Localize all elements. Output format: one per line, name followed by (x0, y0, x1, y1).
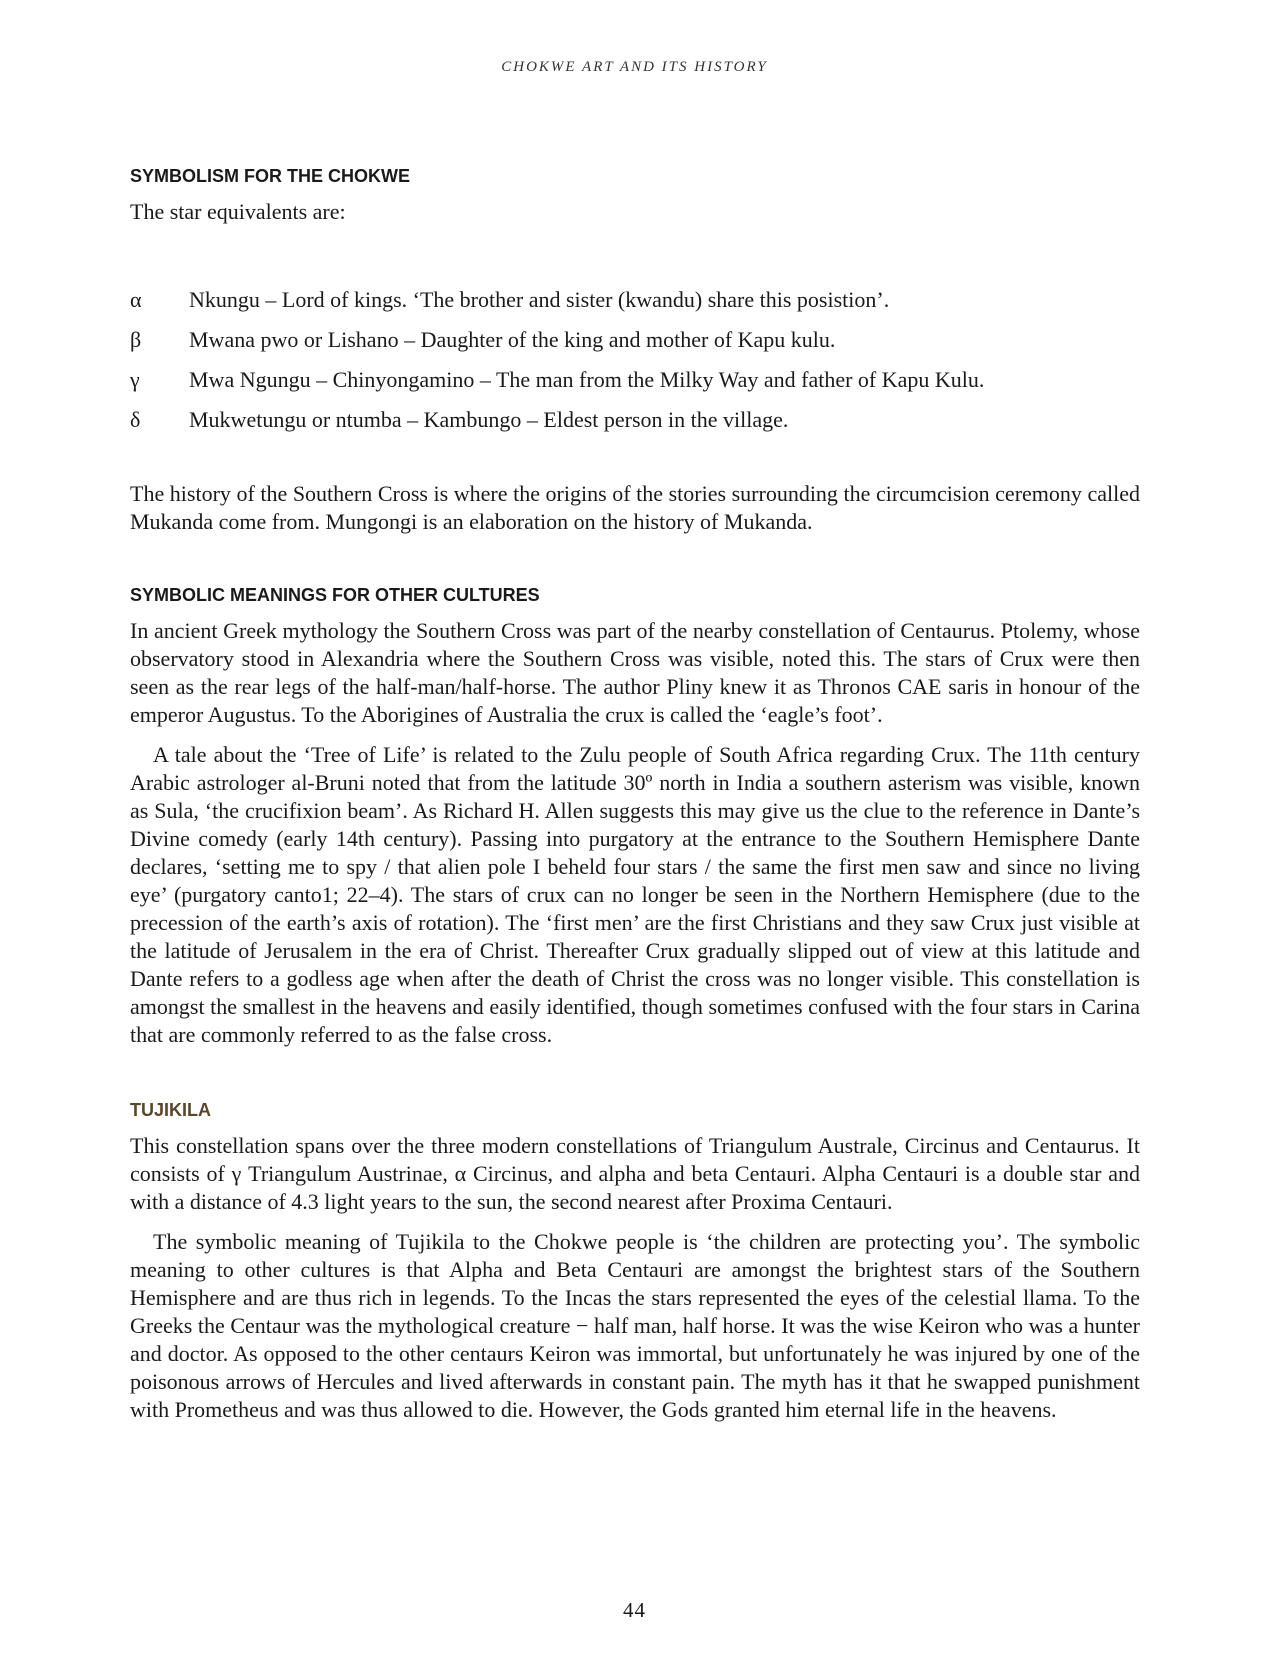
list-item-text: Mwa Ngungu – Chinyongamino – The man from the Milky Way and father of Kapu Kulu. (189, 367, 985, 392)
list-item-text: Nkungu – Lord of kings. ‘The brother and sister (kwandu) share this posistion’. (189, 287, 890, 312)
list-item-text: Mwana pwo or Lishano – Daughter of the king and mother of Kapu kulu. (189, 327, 836, 352)
section-heading-tujikila: TUJIKILA (130, 1100, 211, 1120)
star-equivalents-list (130, 280, 1140, 440)
body-paragraph: In ancient Greek mythology the Southern Cross was part of the nearby constellation of Centaurus. Ptolemy, whose observatory stood in Alexandria where the Southern Cross was visible, noted this. The stars of Crux were then seen as the rear legs of the half-man/half-horse. The author Pliny knew it as Thronos CAE saris in honour of the emperor Augustus. To the Aborigines of Australia the crux is called the ‘eagle’s foot’. (130, 618, 1140, 727)
body-paragraph: A tale about the ‘Tree of Life’ is related to the Zulu people of South Africa regarding Crux. The 11th century Arabic astrologer al-Bruni noted that from the latitude 30º north in India a southern asterism was visible, known as Sula, ‘the crucifixion beam’. As Richard H. Allen suggests this may give us the clue to the reference in Dante’s Divine comedy (early 14th century). Passing into purgatory at the entrance to the Southern Hemisphere Dante declares, ‘setting me to spy / that alien pole I beheld four stars / the same the first men saw and since no living eye’ (purgatory canto1; 22–4). The stars of crux can no longer be seen in the Northern Hemisphere (due to the precession of the earth’s axis of rotation). The ‘first men’ are the first Christians and they saw Crux just visible at the latitude of Jerusalem in the era of Christ. Thereafter Crux gradually slipped out of view at this latitude and Dante refers to a godless age when after the death of Christ the cross was no longer visible. This constellation is amongst the smallest in the heavens and easily identified, though sometimes confused with the four stars in Carina that are commonly referred to as the false cross. (130, 742, 1140, 1047)
greek-letter: γ (130, 367, 140, 392)
list-item (130, 360, 1140, 400)
list-item (130, 280, 1140, 320)
history-paragraph: The history of the Southern Cross is where the origins of the stories surrounding the circumcision ceremony called Mukanda come from. Mungongi is an elaboration on the history of Mukanda. (130, 481, 1140, 534)
list-item (130, 320, 1140, 360)
running-header: CHOKWE ART AND ITS HISTORY (501, 59, 768, 75)
page-body (130, 164, 1140, 1424)
section-heading-other-cultures: SYMBOLIC MEANINGS FOR OTHER CULTURES (130, 585, 540, 605)
intro-text: The star equivalents are: (130, 199, 346, 224)
list-item (130, 400, 1140, 440)
greek-letter: δ (130, 407, 141, 432)
body-paragraph: The symbolic meaning of Tujikila to the Chokwe people is ‘the children are protecting you’. The symbolic meaning to other cultures is that Alpha and Beta Centauri are amongst the brightest stars of the Southern Hemisphere and are thus rich in legends. To the Incas the stars represented the eyes of the celestial llama. To the Greeks the Centaur was the mythological creature − half man, half horse. It was the wise Keiron who was a hunter and doctor. As opposed to the other centaurs Keiron was immortal, but unfortunately he was injured by one of the poisonous arrows of Hercules and lived afterwards in constant pain. The myth has it that he swapped punishment with Prometheus and was thus allowed to die. However, the Gods granted him eternal life in the heavens. (130, 1229, 1140, 1422)
greek-letter: α (130, 287, 142, 312)
body-paragraph: This constellation spans over the three modern constellations of Triangulum Australe, Circinus and Centaurus. It consists of γ Triangulum Austrinae, α Circinus, and alpha and beta Centauri. Alpha Centauri is a double star and with a distance of 4.3 light years to the sun, the second nearest after Proxima Centauri. (130, 1133, 1140, 1214)
page-number: 44 (623, 1598, 646, 1622)
greek-letter: β (130, 327, 142, 352)
section-heading-chokwe-symbolism: SYMBOLISM FOR THE CHOKWE (130, 166, 410, 186)
list-item-text: Mukwetungu or ntumba – Kambungo – Eldest person in the village. (189, 407, 789, 432)
